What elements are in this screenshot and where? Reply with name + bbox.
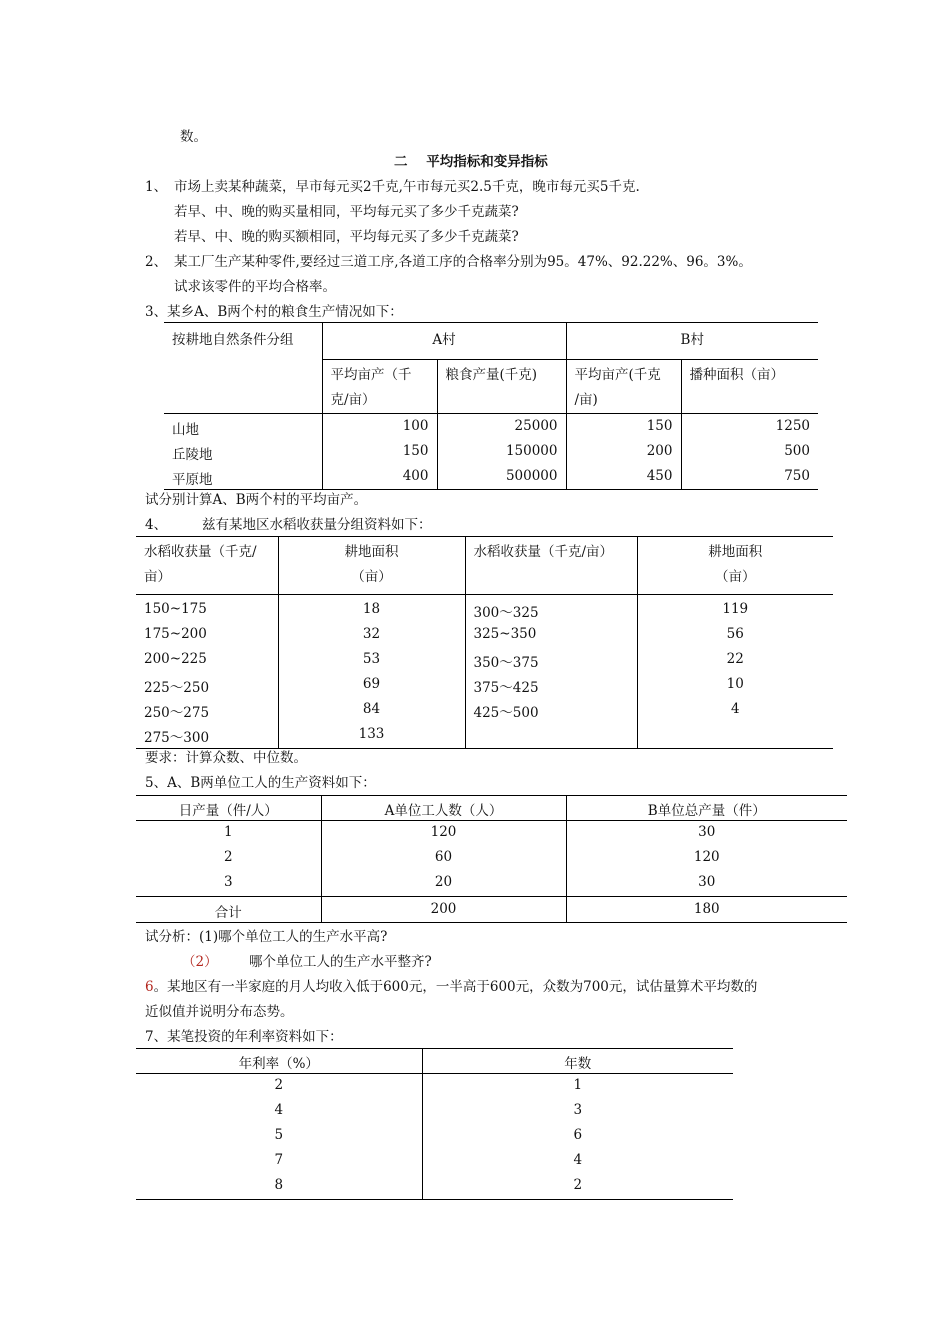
q4-after: 要求：计算众数、中位数。 (145, 750, 307, 766)
q2-number: 2、 (145, 254, 168, 270)
q5-cell: 60 (321, 846, 566, 871)
table-row (136, 1174, 733, 1200)
q3-table (164, 322, 818, 490)
q4-intro-number: 4、 (145, 517, 168, 533)
q5-cell: 2 (223, 848, 233, 865)
q4-cell: 350～375 (465, 648, 637, 673)
q3-cell: 450 (566, 464, 681, 490)
q7-intro: 7、某笔投资的年利率资料如下： (145, 1029, 343, 1045)
q5-cell: 200 (321, 897, 566, 923)
table-row (136, 1149, 733, 1174)
q4-cell: 175~200 (144, 625, 207, 642)
q5-table (136, 795, 847, 923)
q5-cell: 120 (566, 846, 847, 871)
q4-cell: 22 (637, 648, 833, 673)
q3-row-name: 平原地 (172, 471, 213, 488)
q7-table (136, 1048, 733, 1200)
table-row (136, 1124, 733, 1149)
q4-header-4: 耕地面积 （亩） (637, 537, 833, 595)
q3-cell: 150000 (437, 439, 566, 464)
q3-intro: 3、某乡A、B两个村的粮食生产情况如下： (145, 304, 403, 320)
q5-intro: 5、A、B两单位工人的生产资料如下： (145, 775, 376, 791)
q5-cell: 30 (566, 821, 847, 846)
q3-cell: 400 (322, 464, 437, 490)
q4-cell: 250～275 (144, 704, 210, 721)
q4-cell: 10 (637, 673, 833, 698)
table-row (136, 623, 833, 648)
top-line: 数。 (180, 129, 207, 145)
q4-cell: 150~175 (144, 601, 207, 617)
q2-sub1: 试求该零件的平均合格率。 (174, 279, 336, 295)
table-row (164, 414, 818, 439)
q3-header-group: 按耕地自然条件分组 (172, 332, 294, 348)
q2-text: 某工厂生产某种零件,要经过三道工序,各道工序的合格率分别为95。47%、92.22%、96。3%。 (174, 254, 752, 270)
q5-after-2-text: 哪个单位工人的生产水平整齐? (249, 954, 432, 970)
q7-cell: 6 (422, 1124, 733, 1149)
q3-cell: 150 (322, 439, 437, 464)
q4-cell: 32 (278, 623, 465, 648)
q5-header-1: 日产量（件/人） (178, 803, 278, 819)
q3-cell: 750 (681, 464, 818, 490)
q4-cell: 200~225 (144, 650, 207, 667)
q1-number: 1、 (145, 179, 168, 195)
q3-header-a1: 平均亩产（千 克/亩） (322, 360, 437, 414)
q3-after: 试分别计算A、B两个村的平均亩产。 (145, 492, 368, 508)
q4-cell: 69 (278, 673, 465, 698)
q7-cell: 1 (422, 1074, 733, 1099)
q7-cell: 7 (274, 1151, 284, 1168)
table-row (136, 595, 833, 623)
section-title: 二 平均指标和变异指标 (394, 154, 548, 170)
q4-header-1: 水稻收获量（千克/ 亩） (144, 544, 257, 585)
q1-sub1: 若早、中、晚的购买量相同，平均每元买了多少千克蔬菜? (174, 204, 519, 220)
q7-cell: 5 (274, 1126, 284, 1143)
table-row (164, 464, 818, 490)
table-row (136, 821, 847, 846)
q4-cell: 84 (278, 698, 465, 723)
q3-header-b2: 播种面积（亩） (681, 360, 818, 414)
q5-after-2-number: （2） (182, 954, 218, 970)
q5-cell: 1 (223, 824, 233, 840)
q7-cell: 4 (274, 1101, 284, 1118)
q4-cell (637, 723, 833, 749)
q7-cell: 3 (422, 1099, 733, 1124)
q4-header-2: 耕地面积 （亩） (278, 537, 465, 595)
q5-after-1: 试分析：(1)哪个单位工人的生产水平高? (145, 929, 388, 945)
q3-cell: 500000 (437, 464, 566, 490)
q4-cell: 300～325 (465, 595, 637, 623)
q3-cell: 500 (681, 439, 818, 464)
q6-line-2: 近似值并说明分布态势。 (145, 1004, 294, 1020)
table-row (136, 1074, 733, 1099)
q4-cell: 375～425 (465, 673, 637, 698)
table-row (136, 648, 833, 673)
q4-table (136, 536, 833, 749)
table-row (136, 673, 833, 698)
q7-header-2: 年数 (422, 1049, 733, 1074)
q3-row-name: 丘陵地 (172, 446, 213, 463)
table-row-total (136, 897, 847, 923)
table-row (136, 846, 847, 871)
table-row (136, 723, 833, 749)
q4-cell: 53 (278, 648, 465, 673)
q5-cell: 30 (566, 871, 847, 897)
table-row (136, 871, 847, 897)
q4-cell: 225～250 (144, 679, 210, 696)
q5-cell: 120 (321, 821, 566, 846)
q7-cell: 2 (274, 1077, 284, 1093)
q5-total-label: 合计 (214, 905, 242, 921)
q1-sub2: 若早、中、晚的购买额相同，平均每元买了多少千克蔬菜? (174, 229, 519, 245)
q3-header-a2: 粮食产量(千克) (437, 360, 566, 414)
q6-text: 。某地区有一半家庭的月人均收入低于600元，一半高于600元，众数为700元，试估量算术平均数的 (153, 979, 758, 995)
q1-text: 市场上卖某种蔬菜，早市每元买2千克,午市每元买2.5千克，晚市每元买5千克. (174, 179, 640, 195)
q4-cell: 56 (637, 623, 833, 648)
q3-cell: 1250 (681, 414, 818, 439)
q3-row-name: 山地 (172, 422, 199, 438)
q4-cell: 4 (637, 698, 833, 723)
q4-cell: 275～300 (144, 729, 210, 746)
q6-line-1 (145, 978, 757, 996)
q3-header-a: A村 (322, 323, 566, 360)
q4-cell: 133 (278, 723, 465, 749)
q4-cell: 119 (637, 595, 833, 623)
q7-header-1: 年利率（%） (238, 1056, 319, 1072)
table-row (136, 1099, 733, 1124)
table-row (164, 439, 818, 464)
q3-cell: 25000 (437, 414, 566, 439)
q5-cell: 3 (223, 873, 233, 890)
q6-number: 6 (145, 979, 154, 995)
q7-cell: 4 (422, 1149, 733, 1174)
q4-cell: 18 (278, 595, 465, 623)
table-row (136, 698, 833, 723)
q4-cell: 425～500 (465, 698, 637, 723)
q7-cell: 8 (274, 1176, 284, 1193)
q7-cell: 2 (422, 1174, 733, 1200)
q5-cell: 180 (566, 897, 847, 923)
q4-cell: 325~350 (465, 623, 637, 648)
q3-cell: 200 (566, 439, 681, 464)
q4-header-3: 水稻收获量（千克/亩） (465, 537, 637, 595)
q5-cell: 20 (321, 871, 566, 897)
q3-cell: 150 (566, 414, 681, 439)
q3-header-b1: 平均亩产(千克 /亩) (566, 360, 681, 414)
q5-header-2: A单位工人数（人） (321, 796, 566, 821)
q3-header-b: B村 (566, 323, 818, 360)
q3-cell: 100 (322, 414, 437, 439)
q4-cell (465, 723, 637, 749)
q5-header-3: B单位总产量（件） (566, 796, 847, 821)
q4-intro-text: 兹有某地区水稻收获量分组资料如下： (202, 517, 432, 533)
